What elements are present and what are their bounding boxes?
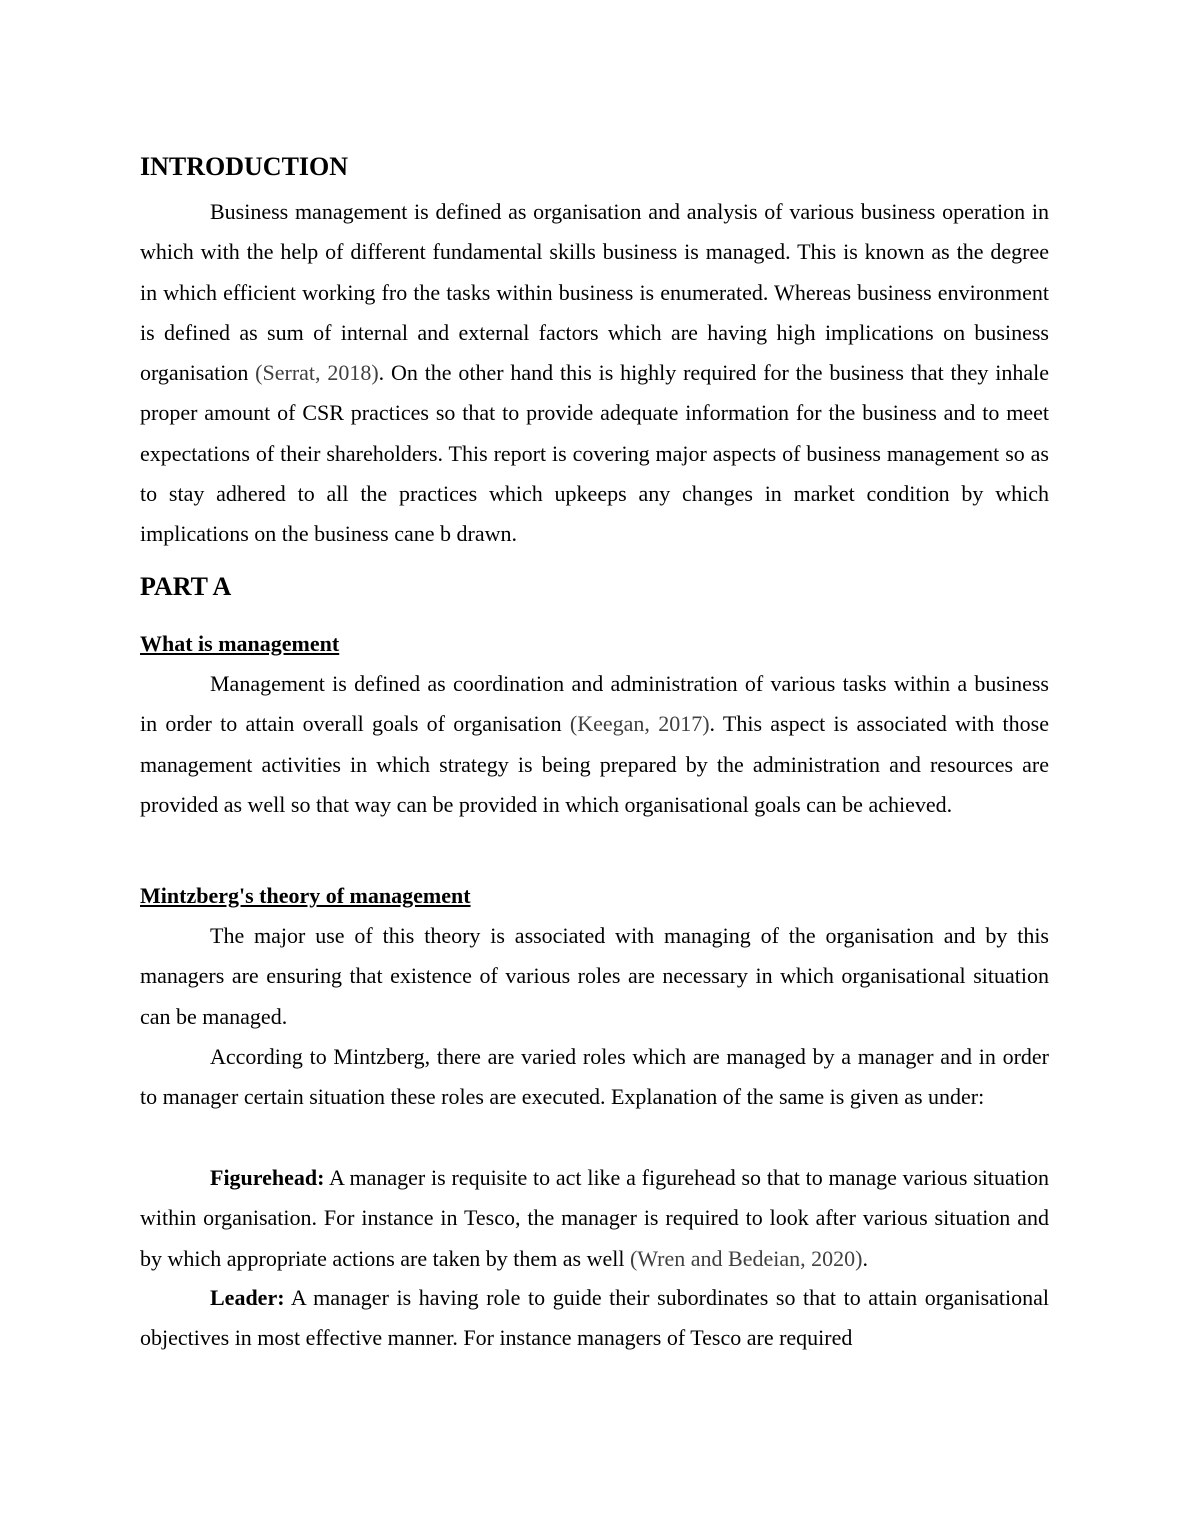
management-definition-paragraph: Management is defined as coordination and administration of various tasks within a business in order to attain overall goals of organisation (Keegan, 2017). This aspect is associated with those management activities in which strategy is being prepared by the administration and resources are provided as well so that way can be provided in which organisational goals can be achieved.: [140, 671, 1049, 817]
citation: (Keegan, 2017): [569, 711, 710, 737]
what-is-management-subheading: What is management: [140, 631, 340, 656]
citation: (Serrat, 2018): [255, 360, 379, 386]
part-a-heading: PART A: [140, 572, 232, 601]
mintzberg-paragraph-2: According to Mintzberg, there are varied roles which are managed by a manager and in order to manager certain situation these roles are executed. Explanation of the same is given as under:: [140, 1044, 1049, 1110]
mintzberg-subheading: Mintzberg's theory of management: [140, 883, 471, 908]
introduction-heading: INTRODUCTION: [140, 152, 349, 181]
leader-paragraph: Leader: A manager is having role to guide their subordinates so that to attain organisational objectives in most effective manner. For instance managers of Tesco are required: [140, 1285, 1049, 1351]
introduction-paragraph: Business management is defined as organisation and analysis of various business operation in which with the help of different fundamental skills business is managed. This is known as the degree in which efficient working fro the tasks within business is enumerated. Whereas business environment is defined as sum of internal and external factors which are having high implications on business organisation (Serrat, 2018). On the other hand this is highly required for the business that they inhale proper amount of CSR practices so that to provide adequate information for the business and to meet expectations of their shareholders. This report is covering major aspects of business management so as to stay adhered to all the practices which upkeeps any changes in market condition by which implications on the business cane b drawn.: [140, 199, 1049, 547]
citation: (Wren and Bedeian, 2020): [629, 1245, 863, 1271]
figurehead-paragraph: Figurehead: A manager is requisite to act like a figurehead so that to manage various situation within organisation. For instance in Tesco, the manager is required to look after various situation and by which appropriate actions are taken by them as well (Wren and Bedeian, 2020).: [140, 1165, 1049, 1271]
figurehead-term: Figurehead:: [210, 1165, 325, 1190]
leader-term: Leader:: [210, 1285, 285, 1310]
mintzberg-paragraph-1: The major use of this theory is associated with managing of the organisation and by this managers are ensuring that existence of various roles are necessary in which organisational situation can be managed.: [140, 923, 1049, 1029]
